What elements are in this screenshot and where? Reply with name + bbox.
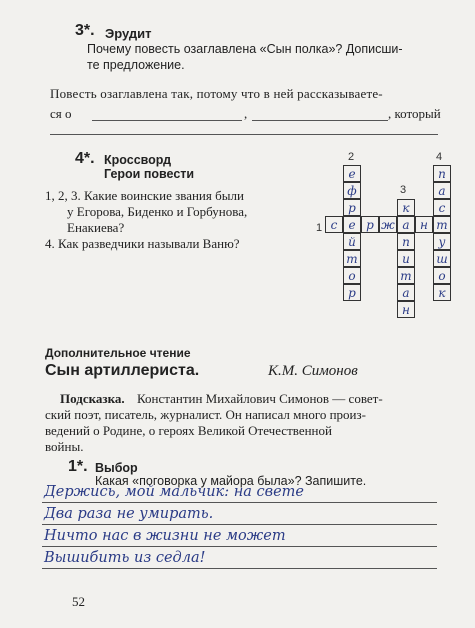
task3-sentence-start: ся о [50,106,72,121]
crossword-cell[interactable]: р [343,199,361,216]
crossword-cell[interactable]: а [397,216,415,233]
crossword-cell[interactable]: к [397,199,415,216]
task3-comma: , [244,106,248,121]
crossword-cell[interactable]: е [343,165,361,182]
handwritten-answer-line3: Ничто нас в жизни не может [44,528,286,544]
hint-line4: войны. [45,439,84,454]
crossword-label-3: 3 [400,184,407,196]
crossword-cell[interactable]: е [343,216,361,233]
task3-question-line1: Почему повесть озаглавлена «Сын полка»? Дописши- [87,42,403,56]
task3-question-line2: те предложение. [87,58,185,72]
section-header: Дополнительное чтение [45,346,191,360]
crossword-cell[interactable]: й [343,233,361,250]
crossword-cell[interactable]: р [361,216,379,233]
hint-line1: Константин Михайлович Симонов — совет- [137,391,383,406]
section-title: Сын артиллериста. [45,362,200,379]
crossword-cell[interactable]: ш [433,250,451,267]
task3-number: 3*. [75,22,95,39]
answer-line[interactable] [42,524,437,525]
crossword-cell[interactable]: с [325,216,343,233]
page-number: 52 [72,594,85,609]
handwritten-answer-line1: Держись, мой мальчик: на свете [44,484,304,500]
hint-line3: ведений о Родине, о героях Великой Отечественной [45,423,332,438]
crossword-cell[interactable]: н [397,301,415,318]
crossword-label-1: 1 [316,222,323,234]
crossword-cell[interactable]: п [433,165,451,182]
task4-title: Кроссворд [104,153,172,167]
task4-number: 4*. [75,150,95,167]
section-author: К.М. Симонов [268,363,358,379]
crossword-cell[interactable]: п [397,233,415,250]
task4-subtitle: Герои повести [104,167,195,181]
crossword-cell[interactable]: т [433,216,451,233]
crossword-cell[interactable]: т [397,267,415,284]
crossword-cell[interactable]: о [433,267,451,284]
crossword-cell[interactable]: ж [379,216,397,233]
crossword-cell[interactable]: к [433,284,451,301]
answer-blank-1[interactable] [92,120,242,121]
crossword-cell[interactable]: у [433,233,451,250]
crossword-cell[interactable]: р [343,284,361,301]
crossword-cell[interactable]: н [415,216,433,233]
task4-question1-line1: 1, 2, 3. Какие воинские звания были [45,188,244,203]
task3-title: Эрудит [105,26,152,41]
crossword-label-2: 2 [348,151,355,163]
task1-question: Какая «поговорка у майора была»? Запишите. [95,474,367,488]
crossword-cell[interactable]: т [343,250,361,267]
task4-question1-line2: у Егорова, Биденко и Горбунова, [67,204,248,219]
crossword-cell[interactable]: о [343,267,361,284]
task1-title: Выбор [95,461,138,475]
task4-question1-line3: Енакиева? [67,220,125,235]
crossword-cell[interactable]: а [433,182,451,199]
answer-line[interactable] [42,546,437,547]
crossword-label-4: 4 [436,151,443,163]
crossword-cell[interactable]: а [397,284,415,301]
hint-line2: ский поэт, писатель, журналист. Он написал много произ- [45,407,366,422]
task3-sentence-line1: Повесть озаглавлена так, потому что в ней рассказываетe- [50,86,383,101]
task4-question2: 4. Как разведчики называли Ваню? [45,236,240,251]
task1-number: 1*. [68,458,88,475]
answer-blank-3[interactable] [50,134,438,135]
answer-blank-2[interactable] [252,120,388,121]
answer-line[interactable] [42,502,437,503]
crossword-cell[interactable]: ф [343,182,361,199]
crossword-cell[interactable]: с [433,199,451,216]
hint-label: Подсказка. [60,391,125,406]
answer-line[interactable] [42,568,437,569]
crossword-cell[interactable]: и [397,250,415,267]
task3-sentence-end: , который [388,106,441,121]
handwritten-answer-line2: Два раза не умирать. [44,506,214,522]
handwritten-answer-line4: Вышибить из седла! [44,550,206,566]
